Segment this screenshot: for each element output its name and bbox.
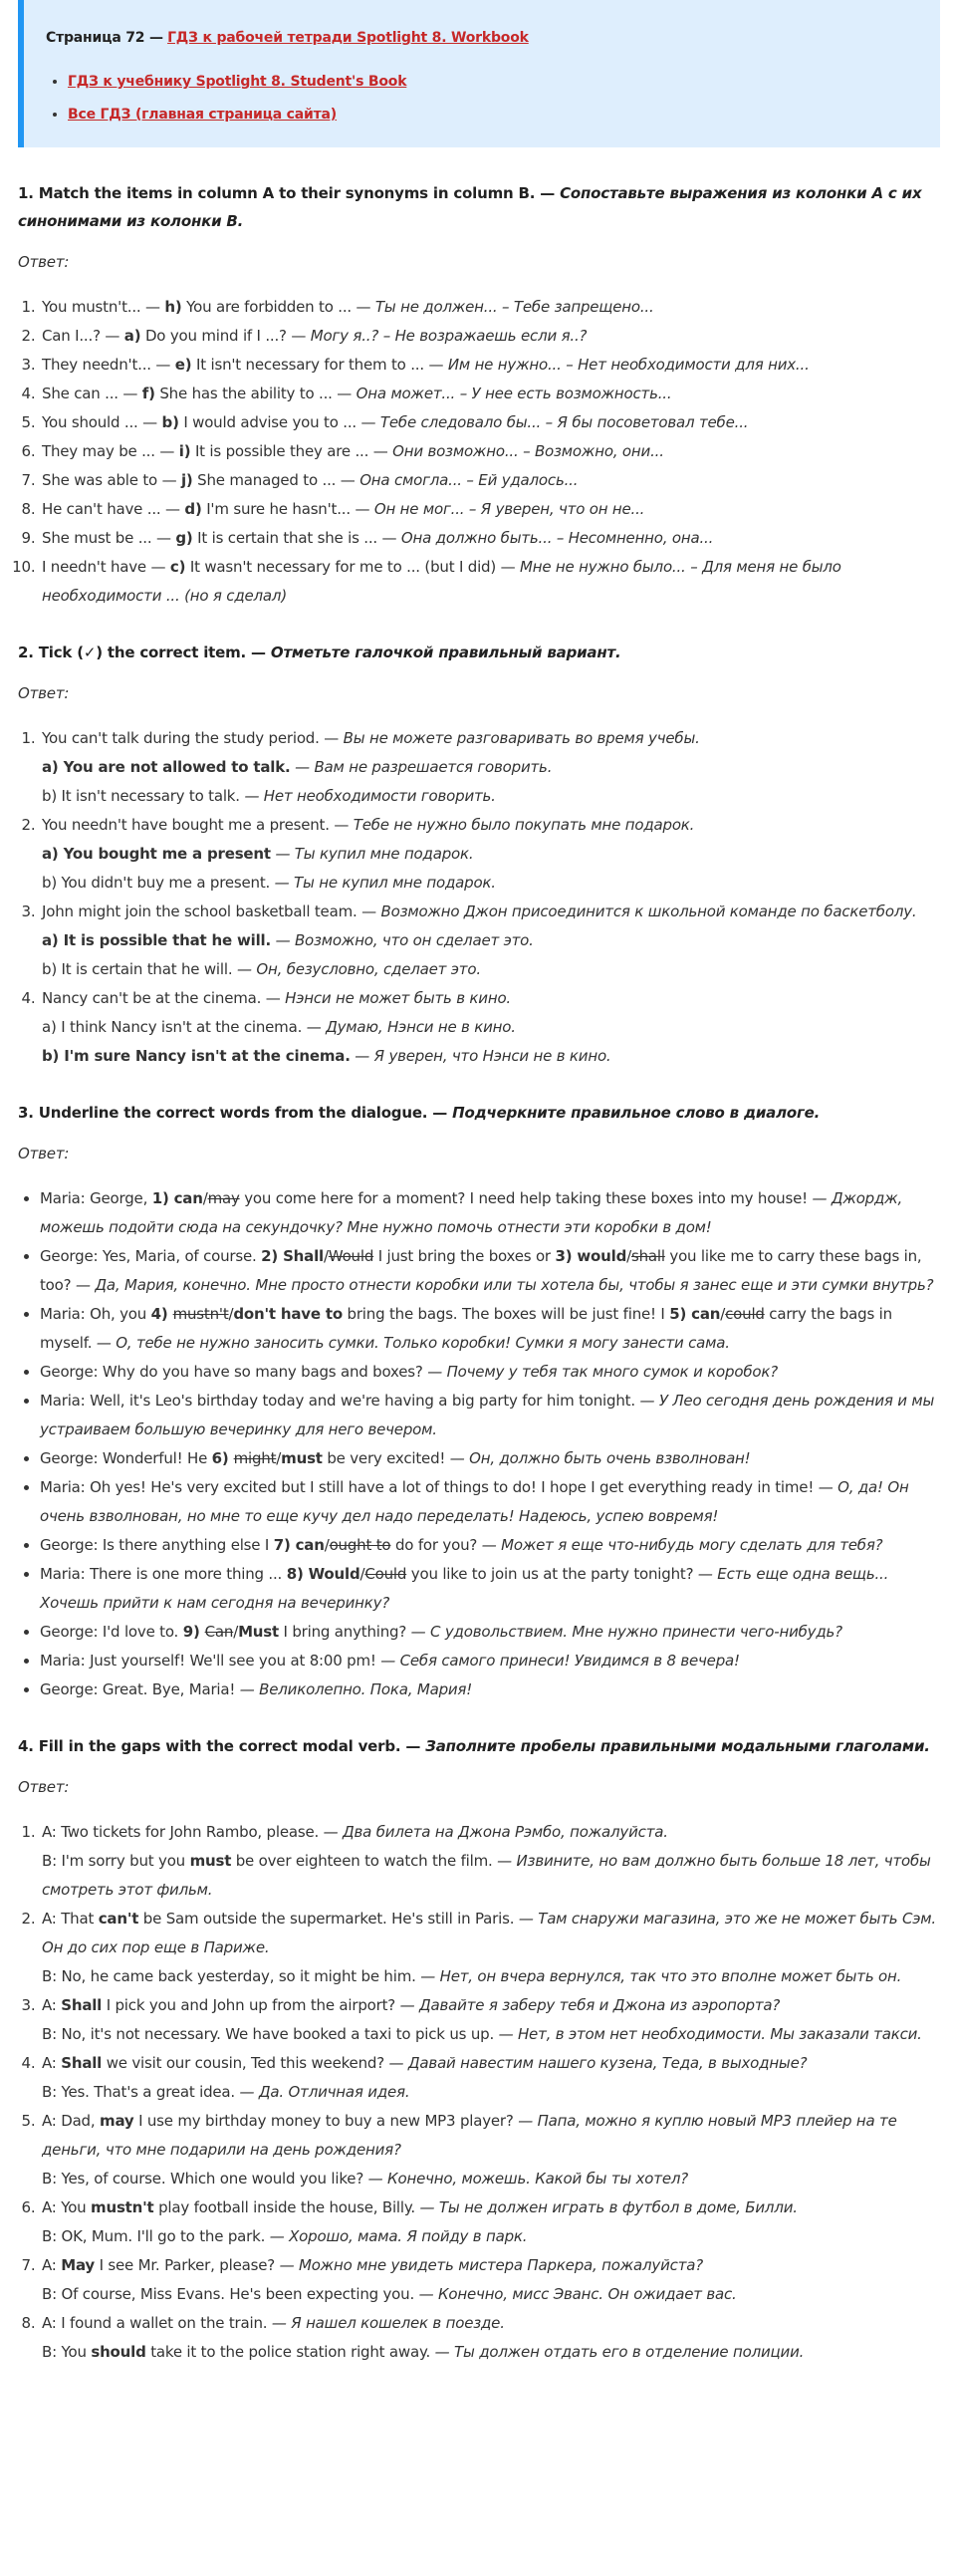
match-item bbox=[40, 553, 940, 611]
translation: Они возможно... – Возможно, они... bbox=[392, 442, 664, 460]
text-run: / bbox=[276, 1449, 282, 1467]
text-run: do for you? bbox=[390, 1536, 482, 1554]
translation: Тебе следовало бы... – Я бы посоветовал тебе... bbox=[379, 413, 749, 431]
column-b-text: I'm sure he hasn't... — bbox=[206, 500, 370, 518]
column-b-text: She managed to ... — bbox=[197, 471, 356, 489]
struck-option: shall bbox=[630, 1247, 665, 1265]
translation: Мне не нужно было... – Для меня не было необходимости ... (но я сделал) bbox=[42, 558, 841, 605]
speaker-b-line bbox=[42, 2165, 940, 2193]
match-item bbox=[40, 322, 940, 351]
correct-answer: 1) can bbox=[151, 1189, 203, 1207]
text-run: George: Why do you have so many bags and boxes? bbox=[40, 1363, 428, 1381]
text-run: George: I'd love to. bbox=[40, 1623, 183, 1641]
exercise-title-ru: Заполните пробелы правильными модальными глаголами. bbox=[425, 1737, 930, 1755]
struck-option: could bbox=[725, 1305, 765, 1323]
translation: Тебе не нужно было покупать мне подарок. bbox=[353, 816, 695, 834]
text-run: A: bbox=[42, 2054, 62, 2072]
correct-answer: 7) can bbox=[273, 1536, 325, 1554]
text-run: we visit our cousin, Ted this weekend? bbox=[102, 2054, 389, 2072]
translation: — Вам не разрешается говорить. bbox=[295, 758, 553, 776]
text-run: B: Of course, Miss Evans. He's been expecting you. bbox=[42, 2285, 419, 2303]
translation: — Ты не купил мне подарок. bbox=[274, 874, 496, 892]
match-key: e) bbox=[174, 356, 192, 374]
text-run: take it to the police station right away. bbox=[145, 2343, 435, 2361]
translation: — Нет необходимости говорить. bbox=[244, 787, 496, 805]
dialogue-item bbox=[40, 1818, 940, 1905]
text-run: A: You bbox=[42, 2198, 92, 2216]
translation: — Он, безусловно, сделает это. bbox=[236, 960, 481, 978]
translation: — Нет, он вчера вернулся, так что это вполне может быть он. bbox=[420, 1967, 902, 1985]
speaker-b-line bbox=[42, 2280, 940, 2309]
speaker-a-line bbox=[42, 2309, 940, 2338]
exercise-title-en: 2. Tick (✓) the correct item. — bbox=[18, 644, 266, 661]
question-text: You needn't have bought me a present. — bbox=[42, 816, 350, 834]
exercise-title-ru: Сопоставьте выражения из колонки А с их синонимами из колонки B. bbox=[18, 184, 922, 230]
navigation-box bbox=[18, 0, 940, 147]
text-run: Maria: Oh yes! He's very excited but I still have a lot of things to do! I hope I get everything ready in time! bbox=[40, 1478, 819, 1496]
column-b-text: It is certain that she is ... — bbox=[197, 529, 397, 547]
dialogue-line bbox=[40, 1184, 940, 1242]
speaker-a-line bbox=[42, 2251, 940, 2280]
dialogue-line bbox=[40, 1647, 940, 1675]
text-run: you come here for a moment? I need help taking these boxes into my house! bbox=[239, 1189, 813, 1207]
match-item bbox=[40, 437, 940, 466]
text-run: be very excited! bbox=[322, 1449, 450, 1467]
text-run: / bbox=[359, 1565, 365, 1583]
option-b bbox=[42, 1042, 940, 1071]
speaker-b-line bbox=[42, 1847, 940, 1905]
text-run: / bbox=[626, 1247, 631, 1265]
text-run: B: You bbox=[42, 2343, 92, 2361]
correct-answer: 9) bbox=[182, 1623, 205, 1641]
column-b-text: She has the ability to ... — bbox=[159, 385, 353, 402]
page-reference bbox=[46, 30, 916, 46]
column-b-text: It wasn't necessary for me to ... (but I did) — bbox=[189, 558, 516, 576]
option-text: a) I think Nancy isn't at the cinema. bbox=[42, 1018, 303, 1036]
translation: — Он, должно быть очень взволнован! bbox=[449, 1449, 751, 1467]
text-run: / bbox=[323, 1247, 329, 1265]
text-run: Maria: There is one more thing ... bbox=[40, 1565, 287, 1583]
match-key: a) bbox=[123, 327, 141, 345]
struck-option: mustn't bbox=[172, 1305, 229, 1323]
translation: — Да. Отличная идея. bbox=[239, 2083, 410, 2101]
column-a-text: Can I...? — bbox=[42, 327, 120, 345]
correct-answer: 3) would bbox=[555, 1247, 627, 1265]
translation: — У Лео сегодня день рождения и мы устраиваем большую вечеринку для него вечером. bbox=[40, 1392, 935, 1438]
translation: Он не мог... – Я уверен, что он не... bbox=[373, 500, 645, 518]
option-a bbox=[42, 840, 940, 869]
dialogue-line bbox=[40, 1242, 940, 1300]
text-run: A: Two tickets for John Rambo, please. bbox=[42, 1823, 324, 1841]
text-run: / bbox=[228, 1305, 234, 1323]
struck-option: might bbox=[233, 1449, 277, 1467]
text-run: Maria: Oh, you bbox=[40, 1305, 151, 1323]
exercise-title-en: 4. Fill in the gaps with the correct modal verb. — bbox=[18, 1737, 421, 1755]
text-run: A: That bbox=[42, 1910, 99, 1928]
text-run: Maria: George, bbox=[40, 1189, 152, 1207]
translation: — Давайте я заберу тебя и Джона из аэропорта? bbox=[399, 1996, 781, 2014]
translation: — Папа, можно я куплю новый MP3 плейер на те деньги, что мне подарили на день рождения? bbox=[42, 2112, 897, 2159]
translation: Им не нужно... – Нет необходимости для них... bbox=[447, 356, 810, 374]
correct-answer: 4) bbox=[150, 1305, 173, 1323]
dialogue-item bbox=[40, 2309, 940, 2367]
match-key: j) bbox=[180, 471, 193, 489]
dialogue-item bbox=[40, 2107, 940, 2193]
exercise-3-title bbox=[18, 1099, 940, 1127]
nav-link-item bbox=[68, 68, 916, 97]
all-gdz-link[interactable]: Все ГДЗ (главная страница сайта) bbox=[68, 107, 337, 123]
dialogue-line bbox=[40, 1358, 940, 1387]
option-text: b) You didn't buy me a present. bbox=[42, 874, 271, 892]
dialogue-line bbox=[40, 1531, 940, 1560]
translation: — Ты купил мне подарок. bbox=[275, 845, 474, 863]
dialogue-item bbox=[40, 1905, 940, 1991]
speaker-b-line bbox=[42, 1962, 940, 1991]
match-item bbox=[40, 466, 940, 495]
option-b bbox=[42, 782, 940, 811]
correct-answer: must bbox=[189, 1852, 232, 1870]
speaker-a-line bbox=[42, 2193, 940, 2222]
text-run: George: Great. Bye, Maria! bbox=[40, 1680, 240, 1698]
translation: — Ты не должен играть в футбол в доме, Билли. bbox=[419, 2198, 798, 2216]
text-run: I pick you and John up from the airport? bbox=[102, 1996, 400, 2014]
match-key: h) bbox=[164, 298, 182, 316]
column-a-text: You should ... — bbox=[42, 413, 157, 431]
exercise-4-list bbox=[18, 1818, 940, 2367]
translation: Возможно Джон присоединится к школьной команде по баскетболу. bbox=[380, 902, 917, 920]
dialogue-line bbox=[40, 1387, 940, 1444]
correct-answer: 8) Would bbox=[286, 1565, 360, 1583]
translation: — Давай навестим нашего кузена, Теда, в выходные? bbox=[388, 2054, 808, 2072]
exercise-1-title bbox=[18, 179, 940, 235]
translation: — Конечно, можешь. Какой бы ты хотел? bbox=[367, 2170, 688, 2188]
dialogue-line bbox=[40, 1675, 940, 1704]
text-run: A: bbox=[42, 2256, 62, 2274]
question-text: You can't talk during the study period. — bbox=[42, 729, 340, 747]
text-run: B: No, he came back yesterday, so it might be him. bbox=[42, 1967, 421, 1985]
translation: — Великолепно. Пока, Мария! bbox=[239, 1680, 473, 1698]
correct-answer: must bbox=[281, 1449, 323, 1467]
struck-option: Could bbox=[364, 1565, 407, 1583]
text-run: George: Wonderful! He bbox=[40, 1449, 212, 1467]
exercise-2-list bbox=[18, 724, 940, 1071]
match-key: b) bbox=[161, 413, 179, 431]
text-run: I use my birthday money to buy a new MP3 player? bbox=[133, 2112, 519, 2130]
translation: Она может... – У нее есть возможность... bbox=[356, 385, 672, 402]
students-book-link[interactable]: ГДЗ к учебнику Spotlight 8. Student's Book bbox=[68, 74, 407, 90]
dialogue-line bbox=[40, 1560, 940, 1618]
correct-answer: mustn't bbox=[91, 2198, 154, 2216]
translation: — С удовольствием. Мне нужно принести чего-нибудь? bbox=[410, 1623, 842, 1641]
nav-links bbox=[46, 68, 916, 129]
correct-answer: May bbox=[61, 2256, 95, 2274]
translation: — Там снаружи магазина, это же не может быть Сэм. Он до сих пор еще в Париже. bbox=[42, 1910, 936, 1956]
text-run: B: Yes. That's a great idea. bbox=[42, 2083, 240, 2101]
match-item bbox=[40, 495, 940, 524]
text-run: Maria: Just yourself! We'll see you at 8:00 pm! bbox=[40, 1652, 381, 1670]
translation: — Я уверен, что Нэнси не в кино. bbox=[355, 1047, 611, 1065]
dialogue-line bbox=[40, 1300, 940, 1358]
correct-answer: don't have to bbox=[233, 1305, 343, 1323]
column-a-text: She was able to — bbox=[42, 471, 177, 489]
correct-answer: Shall bbox=[61, 1996, 103, 2014]
dialogue-line bbox=[40, 1473, 940, 1531]
text-run: be over eighteen to watch the film. bbox=[231, 1852, 498, 1870]
struck-option: Would bbox=[328, 1247, 374, 1265]
exercise-2-title bbox=[18, 639, 940, 666]
text-run: B: No, it's not necessary. We have booked a taxi to pick us up. bbox=[42, 2025, 499, 2043]
dialogue-line bbox=[40, 1618, 940, 1647]
column-a-text: They needn't... — bbox=[42, 356, 171, 374]
translation: — Я нашел кошелек в поезде. bbox=[271, 2314, 505, 2332]
text-run: A: Dad, bbox=[42, 2112, 101, 2130]
text-run: you like to join us at the party tonight? bbox=[406, 1565, 698, 1583]
correct-answer: may bbox=[100, 2112, 134, 2130]
text-run: I see Mr. Parker, please? bbox=[95, 2256, 280, 2274]
nav-link-item bbox=[68, 101, 916, 129]
translation: — Да, Мария, конечно. Мне просто отнести коробки или ты хотела бы, чтобы я занес еще и эти сумки внутрь? bbox=[75, 1276, 934, 1294]
speaker-a-line bbox=[42, 1818, 940, 1847]
text-run: Maria: Well, it's Leo's birthday today and we're having a big party for him tonight. bbox=[40, 1392, 640, 1410]
text-run: be Sam outside the supermarket. He's still in Paris. bbox=[138, 1910, 519, 1928]
text-run: / bbox=[202, 1189, 208, 1207]
dialogue-item bbox=[40, 2193, 940, 2251]
exercise-1-list bbox=[18, 293, 940, 611]
match-item bbox=[40, 524, 940, 553]
translation: — О, да! Он очень взволнован, но мне то еще кучу дел надо переделать! Надеюсь, успею вовремя! bbox=[40, 1478, 909, 1525]
tick-item bbox=[40, 984, 940, 1071]
option-b bbox=[42, 955, 940, 984]
text-run: play football inside the house, Billy. bbox=[153, 2198, 420, 2216]
speaker-a-line bbox=[42, 2107, 940, 2165]
text-run: B: OK, Mum. I'll go to the park. bbox=[42, 2227, 270, 2245]
speaker-b-line bbox=[42, 2020, 940, 2049]
option-b bbox=[42, 869, 940, 898]
answer-label: Ответ: bbox=[18, 1145, 70, 1162]
translation: — Себя самого принеси! Увидимся в 8 вечера! bbox=[380, 1652, 740, 1670]
translation: — Хорошо, мама. Я пойду в парк. bbox=[269, 2227, 528, 2245]
speaker-b-line bbox=[42, 2078, 940, 2107]
column-b-text: I would advise you to ... — bbox=[183, 413, 376, 431]
translation: — О, тебе не нужно заносить сумки. Только коробки! Сумки я могу занести сама. bbox=[96, 1334, 730, 1352]
text-run: A: bbox=[42, 1996, 62, 2014]
column-b-text: Do you mind if I ...? — bbox=[144, 327, 307, 345]
match-item bbox=[40, 351, 940, 380]
text-run: / bbox=[720, 1305, 726, 1323]
match-item bbox=[40, 380, 940, 408]
text-run: you like me to carry these bags in, too? bbox=[40, 1247, 922, 1294]
match-key: g) bbox=[175, 529, 193, 547]
match-key: d) bbox=[184, 500, 202, 518]
correct-answer: Shall bbox=[61, 2054, 103, 2072]
match-key: i) bbox=[178, 442, 191, 460]
text-run: B: I'm sorry but you bbox=[42, 1852, 190, 1870]
dialogue-item bbox=[40, 1991, 940, 2049]
translation: Она смогла... – Ей удалось... bbox=[359, 471, 579, 489]
translation: — Джордж, можешь подойти сюда на секундочку? Мне нужно помочь отнести эти коробки в дом! bbox=[40, 1189, 903, 1236]
text-run: George: Yes, Maria, of course. bbox=[40, 1247, 262, 1265]
option-text: b) I'm sure Nancy isn't at the cinema. bbox=[42, 1047, 351, 1065]
translation: — Извините, но вам должно быть больше 18 лет, чтобы смотреть этот фильм. bbox=[42, 1852, 931, 1899]
option-text: b) It isn't necessary to talk. bbox=[42, 787, 240, 805]
page-label: Страница 72 — bbox=[46, 30, 163, 46]
text-run: George: Is there anything else I bbox=[40, 1536, 274, 1554]
tick-item bbox=[40, 898, 940, 984]
exercise-title-en: 1. Match the items in column A to their synonyms in column B. — bbox=[18, 184, 556, 202]
correct-answer: can't bbox=[98, 1910, 139, 1928]
speaker-b-line bbox=[42, 2338, 940, 2367]
speaker-a-line bbox=[42, 1991, 940, 2020]
dialogue-item bbox=[40, 2251, 940, 2309]
exercise-title-ru: Подчеркните правильное слово в диалоге. bbox=[452, 1104, 821, 1122]
correct-answer: 6) bbox=[211, 1449, 234, 1467]
translation: Нэнси не может быть в кино. bbox=[285, 989, 511, 1007]
exercise-3-list bbox=[18, 1184, 940, 1704]
translation: — Нет, в этом нет необходимости. Мы заказали такси. bbox=[498, 2025, 922, 2043]
text-run: / bbox=[233, 1623, 239, 1641]
workbook-link[interactable]: ГДЗ к рабочей тетради Spotlight 8. Workbook bbox=[167, 30, 529, 46]
column-a-text: She can ... — bbox=[42, 385, 138, 402]
text-run: carry the bags in myself. bbox=[40, 1305, 892, 1352]
struck-option: Can bbox=[204, 1623, 234, 1641]
translation: Могу я..? – Не возражаешь если я..? bbox=[310, 327, 588, 345]
option-text: b) It is certain that he will. bbox=[42, 960, 233, 978]
speaker-a-line bbox=[42, 2049, 940, 2078]
option-a bbox=[42, 926, 940, 955]
text-run: I bring anything? bbox=[278, 1623, 411, 1641]
text-run: bring the bags. The boxes will be just fine! I bbox=[342, 1305, 670, 1323]
question-text: Nancy can't be at the cinema. — bbox=[42, 989, 281, 1007]
tick-item bbox=[40, 811, 940, 898]
text-run: I just bring the boxes or bbox=[373, 1247, 556, 1265]
tick-item bbox=[40, 724, 940, 811]
speaker-a-line bbox=[42, 1905, 940, 1962]
translation: — Может я еще что-нибудь могу сделать для тебя? bbox=[481, 1536, 883, 1554]
column-a-text: They may be ... — bbox=[42, 442, 175, 460]
translation: Вы не можете разговаривать во время учебы. bbox=[343, 729, 700, 747]
translation: — Есть еще одна вещь... Хочешь прийти к нам сегодня на вечеринку? bbox=[40, 1565, 889, 1612]
option-text: a) You are not allowed to talk. bbox=[42, 758, 291, 776]
translation: — Думаю, Нэнси не в кино. bbox=[306, 1018, 516, 1036]
correct-answer: 2) Shall bbox=[261, 1247, 324, 1265]
translation: Она должно быть... – Несомненно, она... bbox=[400, 529, 714, 547]
text-run: A: I found a wallet on the train. bbox=[42, 2314, 272, 2332]
exercise-4-title bbox=[18, 1732, 940, 1760]
option-text: a) It is possible that he will. bbox=[42, 931, 271, 949]
correct-answer: should bbox=[91, 2343, 146, 2361]
translation: Ты не должен... – Тебе запрещено... bbox=[374, 298, 654, 316]
translation: — Ты должен отдать его в отделение полиции. bbox=[434, 2343, 805, 2361]
column-b-text: It is possible they are ... — bbox=[194, 442, 388, 460]
text-run: B: Yes, of course. Which one would you like? bbox=[42, 2170, 368, 2188]
option-a bbox=[42, 753, 940, 782]
translation: — Почему у тебя так много сумок и коробок? bbox=[427, 1363, 778, 1381]
option-text: a) You bought me a present bbox=[42, 845, 271, 863]
answer-label: Ответ: bbox=[18, 1778, 70, 1796]
correct-answer: Must bbox=[238, 1623, 279, 1641]
question-text: John might join the school basketball team. — bbox=[42, 902, 376, 920]
match-item bbox=[40, 408, 940, 437]
column-a-text: You mustn't... — bbox=[42, 298, 160, 316]
translation: — Возможно, что он сделает это. bbox=[275, 931, 534, 949]
dialogue-line bbox=[40, 1444, 940, 1473]
struck-option: ought to bbox=[329, 1536, 391, 1554]
correct-answer: 5) can bbox=[669, 1305, 721, 1323]
answer-label: Ответ: bbox=[18, 684, 70, 702]
column-a-text: I needn't have — bbox=[42, 558, 166, 576]
match-key: c) bbox=[169, 558, 186, 576]
translation: — Два билета на Джона Рэмбо, пожалуйста. bbox=[323, 1823, 668, 1841]
match-item bbox=[40, 293, 940, 322]
speaker-b-line bbox=[42, 2222, 940, 2251]
exercise-title-en: 3. Underline the correct words from the dialogue. — bbox=[18, 1104, 448, 1122]
translation: — Можно мне увидеть мистера Паркера, пожалуйста? bbox=[279, 2256, 703, 2274]
column-b-text: It isn't necessary for them to ... — bbox=[196, 356, 444, 374]
dialogue-item bbox=[40, 2049, 940, 2107]
option-a bbox=[42, 1013, 940, 1042]
column-a-text: He can't have ... — bbox=[42, 500, 180, 518]
match-key: f) bbox=[141, 385, 155, 402]
exercise-title-ru: Отметьте галочкой правильный вариант. bbox=[270, 644, 621, 661]
answer-label: Ответ: bbox=[18, 253, 70, 271]
text-run: / bbox=[324, 1536, 330, 1554]
column-b-text: You are forbidden to ... — bbox=[186, 298, 371, 316]
translation: — Конечно, мисс Эванс. Он ожидает вас. bbox=[418, 2285, 737, 2303]
struck-option: may bbox=[207, 1189, 240, 1207]
column-a-text: She must be ... — bbox=[42, 529, 171, 547]
